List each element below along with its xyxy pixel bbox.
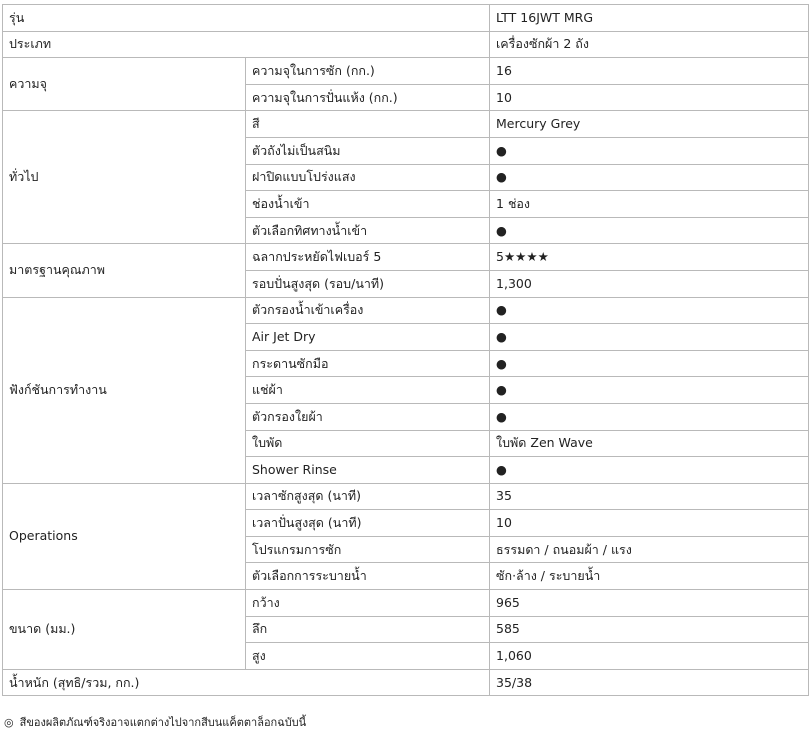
- spec-value: ใบพัด Zen Wave: [490, 430, 809, 457]
- table-row: [3, 590, 809, 617]
- spec-group-label: ขนาด (มม.): [3, 590, 246, 670]
- spec-group-label: ประเภท: [3, 31, 490, 58]
- spec-item-label: ความจุในการซัก (กก.): [246, 58, 490, 85]
- spec-group-label: น้ำหนัก (สุทธิ/รวม, กก.): [3, 669, 490, 696]
- spec-value: 1 ช่อง: [490, 191, 809, 218]
- spec-value: ●: [490, 350, 809, 377]
- spec-item-label: ตัวเลือกการระบายน้ำ: [246, 563, 490, 590]
- spec-item-label: ตัวกรองใยผ้า: [246, 403, 490, 430]
- spec-item-label: เวลาซักสูงสุด (นาที): [246, 483, 490, 510]
- spec-value: ●: [490, 403, 809, 430]
- spec-value: ●: [490, 377, 809, 404]
- spec-item-label: ความจุในการปั่นแห้ง (กก.): [246, 84, 490, 111]
- spec-item-label: ช่องน้ำเข้า: [246, 191, 490, 218]
- spec-value: ●: [490, 324, 809, 351]
- table-row: [3, 5, 809, 32]
- spec-value: 965: [490, 590, 809, 617]
- table-row: [3, 111, 809, 138]
- spec-item-label: ใบพัด: [246, 430, 490, 457]
- spec-item-label: Air Jet Dry: [246, 324, 490, 351]
- spec-item-label: Shower Rinse: [246, 457, 490, 484]
- spec-item-label: กว้าง: [246, 590, 490, 617]
- spec-group-label: ฟังก์ชันการทำงาน: [3, 297, 246, 483]
- spec-value: ●: [490, 457, 809, 484]
- spec-value: ●: [490, 297, 809, 324]
- table-row: [3, 669, 809, 696]
- spec-group-label: Operations: [3, 483, 246, 589]
- spec-value: 16: [490, 58, 809, 85]
- footnote-symbol: ◎: [4, 716, 14, 729]
- spec-item-label: ฉลากประหยัดไฟเบอร์ 5: [246, 244, 490, 271]
- spec-item-label: รอบปั่นสูงสุด (รอบ/นาที): [246, 270, 490, 297]
- spec-value: ซัก·ล้าง / ระบายน้ำ: [490, 563, 809, 590]
- spec-group-label: มาตรฐานคุณภาพ: [3, 244, 246, 297]
- spec-value: 585: [490, 616, 809, 643]
- spec-value: ●: [490, 164, 809, 191]
- spec-value: 1,060: [490, 643, 809, 670]
- spec-item-label: กระดานซักมือ: [246, 350, 490, 377]
- table-row: [3, 483, 809, 510]
- spec-item-label: ฝาปิดแบบโปร่งแสง: [246, 164, 490, 191]
- table-row: [3, 58, 809, 85]
- spec-value: 10: [490, 84, 809, 111]
- spec-item-label: ตัวกรองน้ำเข้าเครื่อง: [246, 297, 490, 324]
- table-row: [3, 297, 809, 324]
- spec-item-label: ลึก: [246, 616, 490, 643]
- spec-item-label: สูง: [246, 643, 490, 670]
- spec-table: [2, 4, 809, 696]
- spec-value: LTT 16JWT MRG: [490, 5, 809, 32]
- spec-value: 5★★★★: [490, 244, 809, 271]
- footnote-text: สีของผลิตภัณฑ์จริงอาจแตกต่างไปจากสีบนแค็ตตาล็อกฉบับนี้: [19, 716, 307, 729]
- spec-item-label: แช่ผ้า: [246, 377, 490, 404]
- spec-value: เครื่องซักผ้า 2 ถัง: [490, 31, 809, 58]
- spec-table-body: [3, 5, 809, 696]
- spec-group-label: ทั่วไป: [3, 111, 246, 244]
- spec-value: ธรรมดา / ถนอมผ้า / แรง: [490, 536, 809, 563]
- spec-item-label: โปรแกรมการซัก: [246, 536, 490, 563]
- spec-value: 1,300: [490, 270, 809, 297]
- spec-value: Mercury Grey: [490, 111, 809, 138]
- spec-group-label: ความจุ: [3, 58, 246, 111]
- spec-value: 10: [490, 510, 809, 537]
- spec-item-label: สี: [246, 111, 490, 138]
- spec-value: ●: [490, 217, 809, 244]
- spec-value: 35: [490, 483, 809, 510]
- spec-item-label: เวลาปั่นสูงสุด (นาที): [246, 510, 490, 537]
- footnote: [4, 713, 306, 731]
- table-row: [3, 244, 809, 271]
- spec-item-label: ตัวเลือกทิศทางน้ำเข้า: [246, 217, 490, 244]
- table-row: [3, 31, 809, 58]
- spec-value: 35/38: [490, 669, 809, 696]
- spec-item-label: ตัวถังไม่เป็นสนิม: [246, 137, 490, 164]
- spec-group-label: รุ่น: [3, 5, 490, 32]
- spec-value: ●: [490, 137, 809, 164]
